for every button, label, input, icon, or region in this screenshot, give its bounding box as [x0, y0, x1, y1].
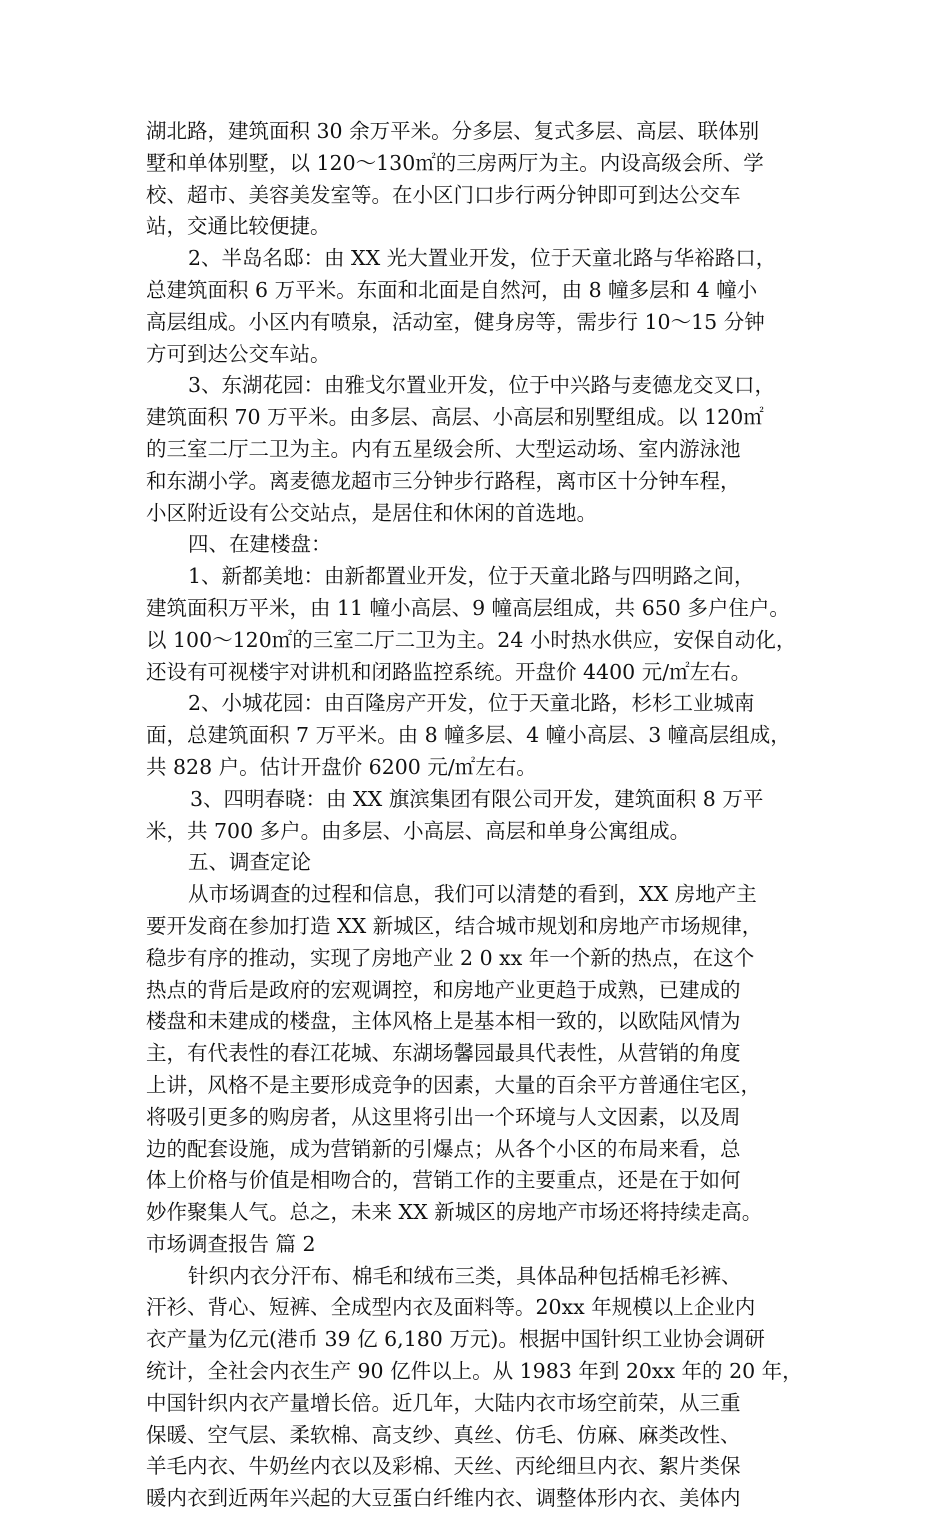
- text-line: 稳步有序的推动，实现了房地产业 2 0 xx 年一个新的热点，在这个: [146, 945, 755, 970]
- text-line: 1、新都美地：由新都置业开发，位于天童北路与四明路之间，: [188, 564, 755, 589]
- text-line: 2、小城花园：由百隆房产开发，位于天童北路，杉杉工业城南: [188, 691, 755, 716]
- text-line: 面，总建筑面积 7 万平米。由 8 幢多层、4 幢小高层、3 幢高层组成，: [146, 723, 791, 748]
- text-line: 的三室二厅二卫为主。内有五星级会所、大型运动场、室内游泳池: [146, 436, 741, 461]
- text-line: 墅和单体别墅，以 120～130㎡的三房两厅为主。内设高级会所、学: [146, 150, 764, 175]
- text-line: 羊毛内衣、牛奶丝内衣以及彩棉、天丝、丙纶细旦内衣、絮片类保: [146, 1454, 741, 1479]
- text-line: 热点的背后是政府的宏观调控，和房地产业更趋于成熟，已建成的: [146, 977, 741, 1002]
- text-line: 楼盘和未建成的楼盘，主体风格上是基本相一致的，以欧陆风情为: [146, 1009, 741, 1034]
- text-line: 体上价格与价值是相吻合的，营销工作的主要重点，还是在于如何: [146, 1168, 741, 1193]
- text-line: 五、调查定论: [188, 850, 311, 875]
- text-line: 市场调查报告 篇 2: [146, 1231, 316, 1256]
- text-line: 3、四明春晓：由 XX 旗滨集团有限公司开发，建筑面积 8 万平: [190, 786, 764, 811]
- text-line: 中国针织内衣产量增长倍。近几年，大陆内衣市场空前荣，从三重: [146, 1390, 741, 1415]
- text-line: 统计，全社会内衣生产 90 亿件以上。从 1983 年到 20xx 年的 20 年，: [146, 1359, 803, 1384]
- text-line: 衣产量为亿元(港币 39 亿 6,180 万元)。根据中国针织工业协会调研: [146, 1327, 765, 1352]
- text-line: 米，共 700 多户。由多层、小高层、高层和单身公寓组成。: [146, 818, 691, 843]
- text-line: 汗衫、背心、短裤、全成型内衣及面料等。20xx 年规模以上企业内: [146, 1295, 756, 1320]
- text-line: 和东湖小学。离麦德龙超市三分钟步行路程，离市区十分钟车程，: [146, 468, 741, 493]
- text-line: 以 100～120㎡的三室二厅二卫为主。24 小时热水供应，安保自动化，: [146, 627, 797, 652]
- text-line: 将吸引更多的购房者，从这里将引出一个环境与人文因素，以及周: [146, 1104, 741, 1129]
- text-line: 共 828 户。估计开盘价 6200 元/㎡左右。: [146, 754, 537, 779]
- text-line: 站，交通比较便捷。: [146, 214, 331, 239]
- text-line: 小区附近设有公交站点，是居住和休闲的首选地。: [146, 500, 597, 525]
- text-line: 还设有可视楼宇对讲机和闭路监控系统。开盘价 4400 元/㎡左右。: [146, 659, 752, 684]
- text-line: 从市场调查的过程和信息，我们可以清楚的看到，XX 房地产主: [188, 882, 757, 907]
- text-line: 暖内衣到近两年兴起的大豆蛋白纤维内衣、调整体形内衣、美体内: [146, 1486, 741, 1511]
- text-line: 保暖、空气层、柔软棉、高支纱、真丝、仿毛、仿麻、麻类改性、: [146, 1422, 741, 1447]
- text-line: 2、半岛名邸：由 XX 光大置业开发，位于天童北路与华裕路口，: [188, 246, 777, 271]
- text-line: 边的配套设施，成为营销新的引爆点；从各个小区的布局来看，总: [146, 1136, 741, 1161]
- text-line: 上讲，风格不是主要形成竞争的因素，大量的百余平方普通住宅区，: [146, 1072, 761, 1097]
- text-line: 针织内衣分汗布、棉毛和绒布三类，具体品种包括棉毛衫裤、: [188, 1263, 742, 1288]
- text-line: 总建筑面积 6 万平米。东面和北面是自然河，由 8 幢多层和 4 幢小: [146, 277, 758, 302]
- text-line: 妙作聚集人气。总之，未来 XX 新城区的房地产市场还将持续走高。: [146, 1200, 763, 1225]
- text-line: 建筑面积万平米，由 11 幢小高层、9 幢高层组成，共 650 多户住户。: [146, 595, 790, 620]
- text-line: 要开发商在参加打造 XX 新城区，结合城市规划和房地产市场规律，: [146, 913, 763, 938]
- text-line: 方可到达公交车站。: [146, 341, 331, 366]
- document-body: [146, 116, 836, 1515]
- text-line: 建筑面积 70 万平米。由多层、高层、小高层和别墅组成。以 120㎡: [146, 405, 764, 430]
- text-line: 3、东湖花园：由雅戈尔置业开发，位于中兴路与麦德龙交叉口，: [188, 373, 776, 398]
- text-line: 校、超市、美容美发室等。在小区门口步行两分钟即可到达公交车: [146, 182, 741, 207]
- text-line: 高层组成。小区内有喷泉，活动室，健身房等，需步行 10～15 分钟: [146, 309, 765, 334]
- text-line: 湖北路，建筑面积 30 余万平米。分多层、复式多层、高层、联体别: [146, 119, 760, 143]
- text-line: 主，有代表性的春江花城、东湖场馨园最具代表性，从营销的角度: [146, 1041, 741, 1066]
- text-line: 四、在建楼盘：: [188, 532, 332, 557]
